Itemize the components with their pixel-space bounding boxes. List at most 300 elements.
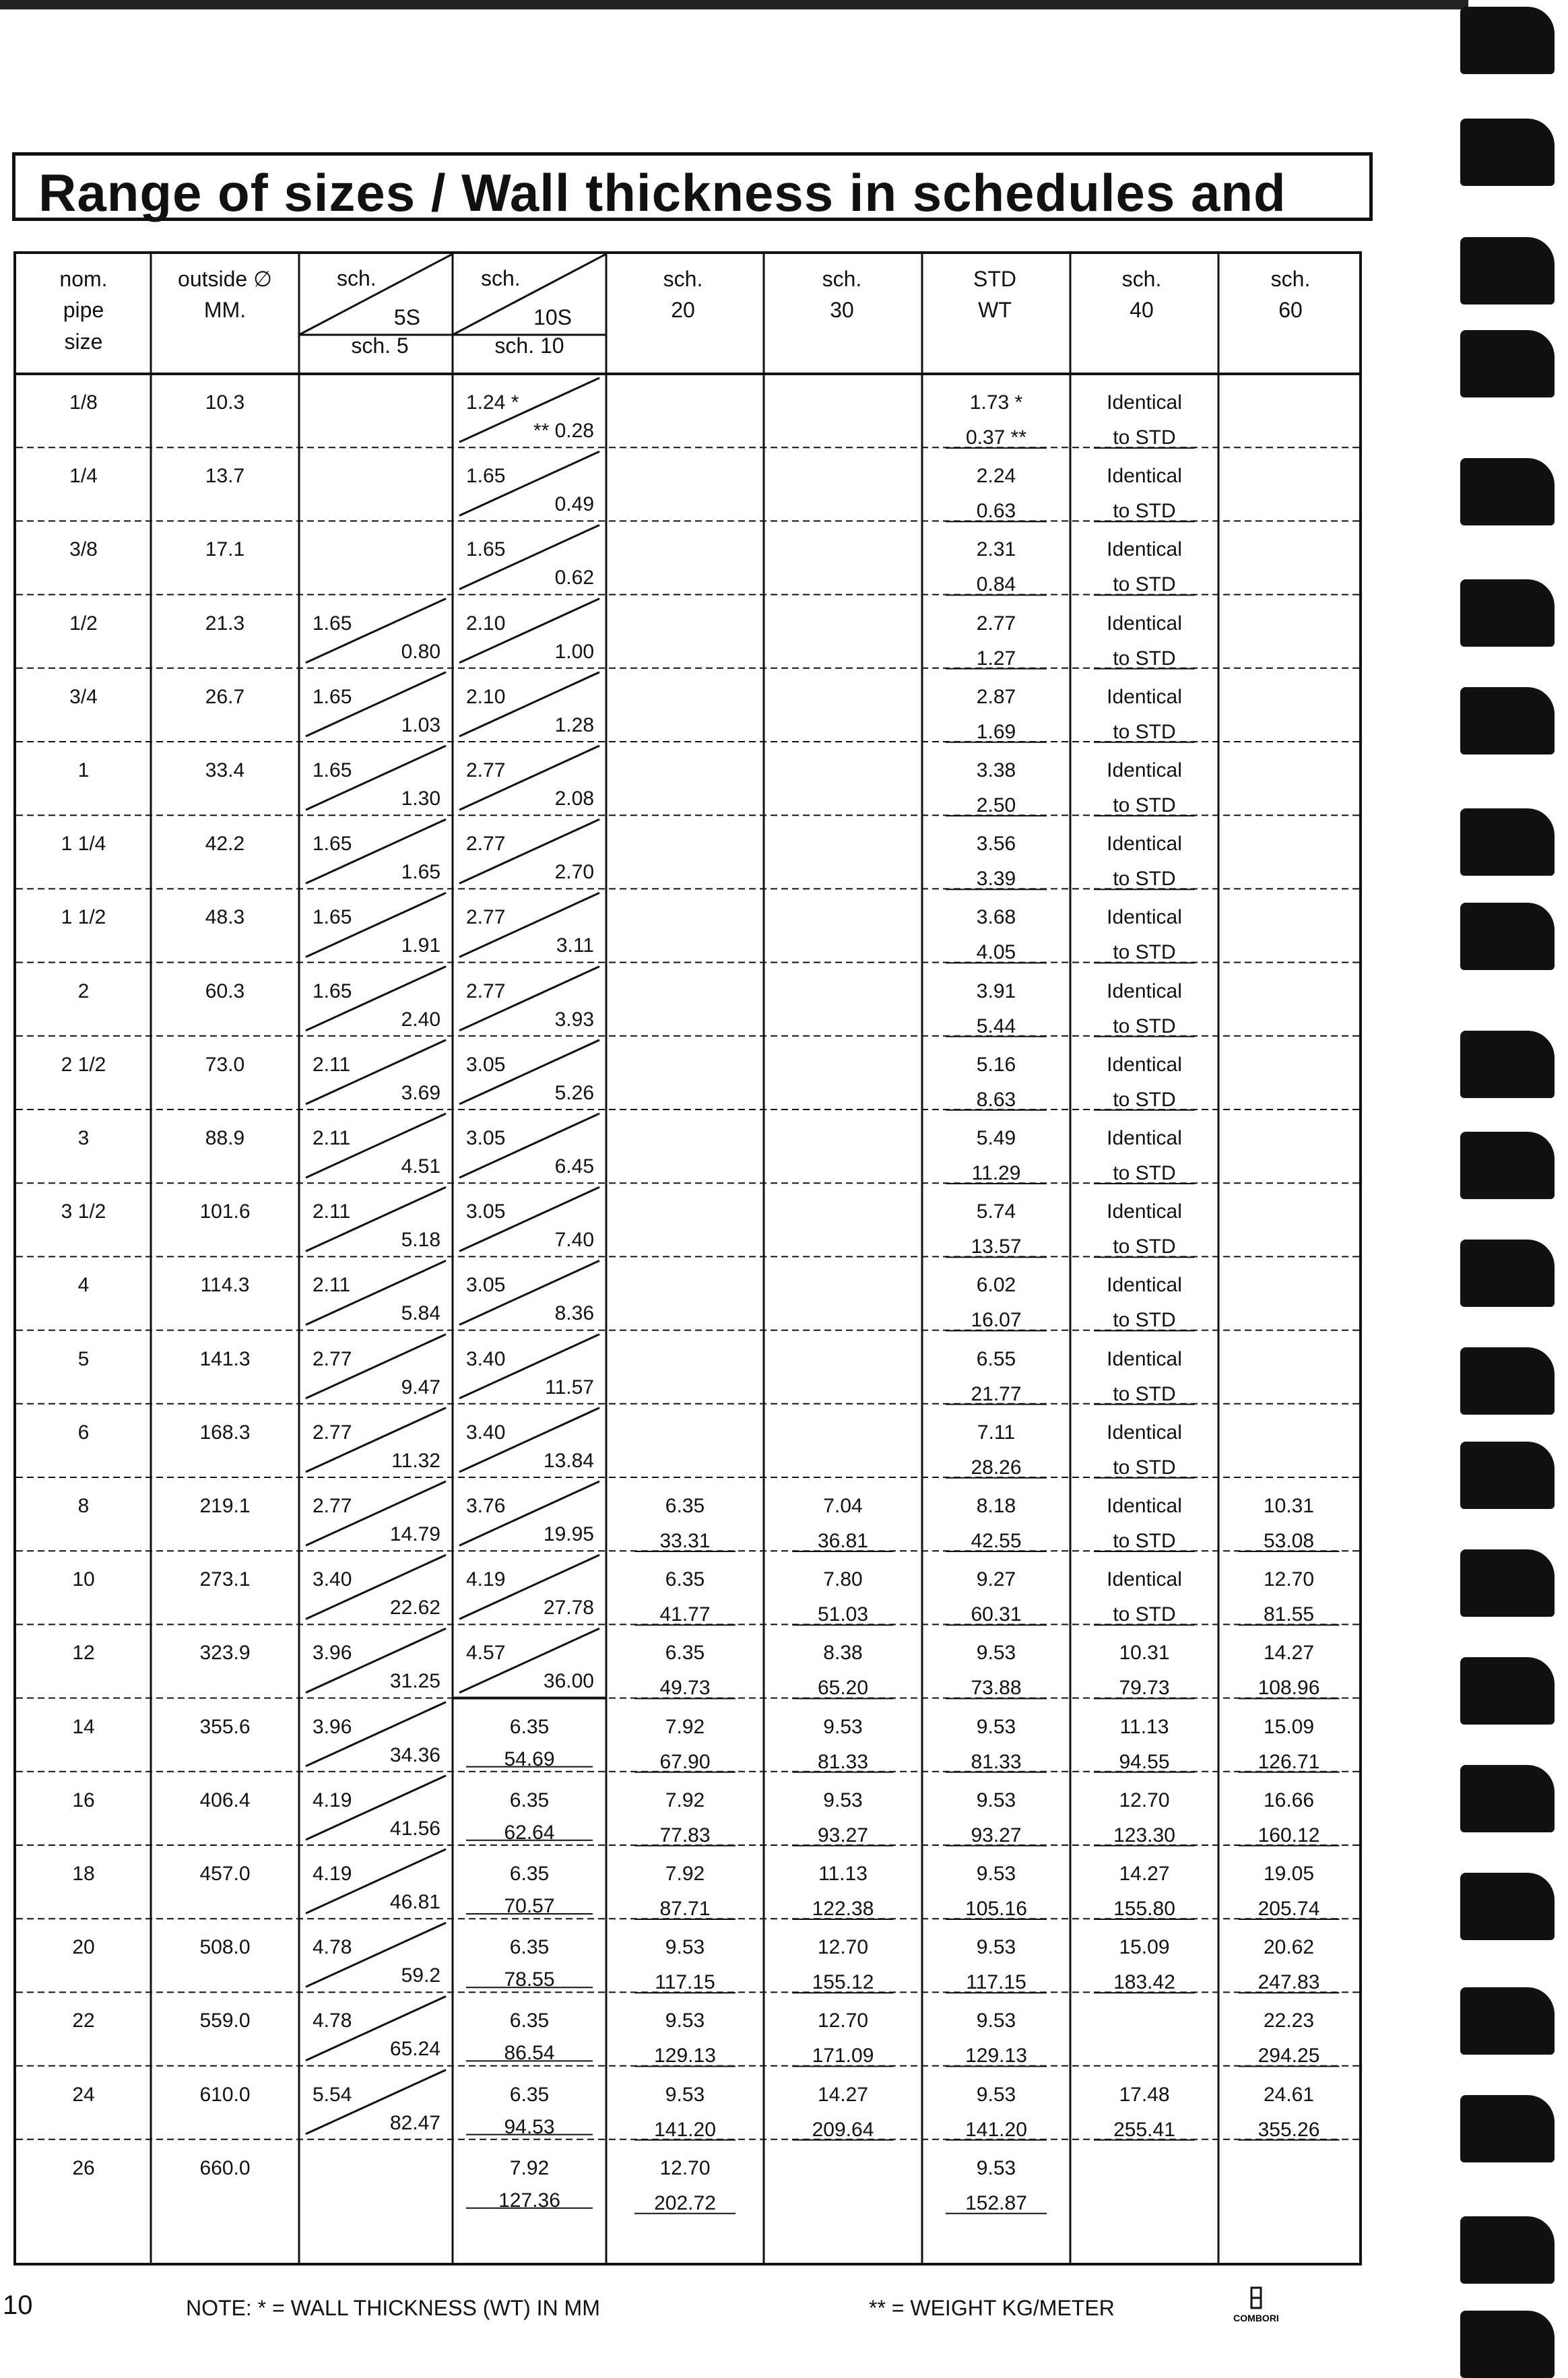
header-sch60: sch. 60 <box>1270 267 1311 323</box>
cell-sch60-wt: 22.23 <box>1263 2010 1315 2032</box>
cell-std-wt-weight: 60.31 <box>971 1603 1022 1626</box>
cell-sch40-weight: to STD <box>1113 573 1176 596</box>
cell-outside-diameter: 42.2 <box>205 833 245 856</box>
cell-std-wt-wt: 9.53 <box>976 1715 1016 1738</box>
cell-sch5s-wt: 3.96 <box>313 1642 352 1665</box>
cell-sch10s-wt: 2.77 <box>466 906 506 929</box>
cell-sch10s-weight: 11.57 <box>545 1376 594 1399</box>
cell-sch10s-wt: 2.10 <box>466 612 506 635</box>
cell-sch10s-weight: 3.11 <box>556 934 594 957</box>
cell-sch20-wt: 7.92 <box>665 1863 705 1885</box>
cell-std-wt-weight: 0.63 <box>976 500 1016 523</box>
cell-sch10s-weight: 86.54 <box>504 2042 555 2065</box>
cell-sch10s-weight: 19.95 <box>543 1523 594 1545</box>
cell-sch30-wt: 14.27 <box>817 2083 869 2106</box>
cell-sch40-wt: Identical <box>1107 1127 1182 1149</box>
cell-sch10s-weight: 27.78 <box>543 1597 594 1619</box>
svg-text:COMBORI: COMBORI <box>1233 2313 1279 2323</box>
cell-sch10s-weight: 13.84 <box>543 1449 594 1472</box>
cell-nom-pipe-size: 3/4 <box>69 685 98 708</box>
cell-sch5s-weight: 46.81 <box>389 1891 440 1913</box>
cell-outside-diameter: 273.1 <box>199 1568 251 1591</box>
cell-nom-pipe-size: 10 <box>72 1568 95 1591</box>
cell-sch5s-wt: 4.19 <box>313 1789 352 1811</box>
cell-sch10s-wt: 3.40 <box>466 1421 506 1444</box>
cell-sch5s-wt: 4.19 <box>313 1863 352 1885</box>
cell-sch5s-wt: 3.96 <box>313 1715 352 1738</box>
cell-sch60-wt: 14.27 <box>1263 1642 1315 1665</box>
cell-sch60-weight: 81.55 <box>1263 1603 1315 1626</box>
cell-sch40-wt: Identical <box>1107 465 1182 488</box>
cell-std-wt-wt: 6.02 <box>976 1274 1016 1297</box>
cell-sch5s-weight: 11.32 <box>391 1449 440 1472</box>
cell-sch40-weight: to STD <box>1113 1603 1176 1626</box>
cell-sch10s-wt: 1.65 <box>466 465 506 488</box>
cell-sch10s-wt: 3.76 <box>466 1495 506 1517</box>
cell-sch5s-weight: 31.25 <box>389 1670 440 1693</box>
binder-tab <box>1460 1873 1555 1940</box>
cell-outside-diameter: 660.0 <box>199 2156 251 2179</box>
cell-sch10s-weight: 0.62 <box>554 567 594 589</box>
cell-nom-pipe-size: 4 <box>77 1274 90 1297</box>
cell-sch5s-weight: 14.79 <box>389 1523 440 1545</box>
cell-sch5s-weight: 41.56 <box>389 1817 440 1840</box>
cell-sch10s-weight: 2.70 <box>554 861 594 884</box>
cell-std-wt-wt: 2.77 <box>976 612 1016 635</box>
cell-std-wt-wt: 9.53 <box>976 1863 1016 1885</box>
cell-sch20-weight: 41.77 <box>659 1603 711 1626</box>
cell-sch10s-wt: 6.35 <box>509 1789 550 1811</box>
cell-sch60-wt: 15.09 <box>1263 1715 1315 1738</box>
cell-sch40-wt: Identical <box>1107 979 1182 1002</box>
cell-sch5s-wt: 2.11 <box>313 1127 351 1149</box>
binder-tab <box>1460 1132 1555 1199</box>
cell-sch40-wt: 10.31 <box>1119 1642 1170 1665</box>
cell-outside-diameter: 88.9 <box>205 1127 245 1149</box>
cell-sch20-weight: 77.83 <box>659 1824 711 1846</box>
cell-nom-pipe-size: 20 <box>72 1936 95 1959</box>
cell-sch40-wt: 15.09 <box>1119 1936 1170 1959</box>
cell-sch60-weight: 126.71 <box>1257 1750 1320 1773</box>
cell-sch60-wt: 19.05 <box>1263 1863 1315 1885</box>
cell-std-wt-wt: 1.73 * <box>969 391 1023 414</box>
schedule-table <box>13 251 1362 2265</box>
cell-std-wt-wt: 3.56 <box>976 833 1016 856</box>
binder-tab <box>1460 1031 1555 1098</box>
cell-std-wt-wt: 9.53 <box>976 1642 1016 1665</box>
cell-sch40-wt: Identical <box>1107 1568 1182 1591</box>
cell-sch40-wt: Identical <box>1107 391 1182 414</box>
cell-std-wt-weight: 81.33 <box>971 1750 1022 1773</box>
binder-tab <box>1460 1765 1555 1832</box>
cell-outside-diameter: 610.0 <box>199 2083 251 2106</box>
cell-sch20-wt: 7.92 <box>665 1715 705 1738</box>
binder-tab <box>1460 7 1555 74</box>
cell-sch10s-weight: 3.93 <box>554 1008 594 1031</box>
cell-std-wt-weight: 1.69 <box>976 720 1016 743</box>
cell-std-wt-weight: 141.20 <box>965 2118 1027 2141</box>
cell-sch40-weight: to STD <box>1113 1530 1176 1552</box>
cell-sch40-weight: to STD <box>1113 941 1176 964</box>
cell-sch5s-wt: 2.11 <box>313 1053 351 1076</box>
cell-std-wt-weight: 152.87 <box>965 2191 1027 2214</box>
cell-sch5s-weight: 1.65 <box>401 861 440 884</box>
cell-std-wt-weight: 16.07 <box>971 1309 1022 1332</box>
cell-sch30-wt: 12.70 <box>817 2010 869 2032</box>
cell-sch40-wt: Identical <box>1107 1495 1182 1517</box>
cell-sch30-weight: 93.27 <box>817 1824 869 1846</box>
cell-std-wt-weight: 21.77 <box>971 1382 1022 1405</box>
cell-outside-diameter: 457.0 <box>199 1863 251 1885</box>
cell-sch40-weight: to STD <box>1113 1235 1176 1258</box>
binder-tab <box>1460 808 1555 876</box>
cell-sch40-weight: to STD <box>1113 426 1176 449</box>
cell-sch10s-weight: 1.00 <box>554 640 594 663</box>
cell-sch10s-weight: 94.53 <box>504 2115 555 2138</box>
cell-outside-diameter: 48.3 <box>205 906 245 929</box>
cell-sch60-weight: 108.96 <box>1257 1677 1320 1700</box>
cell-sch10s-weight: 70.57 <box>504 1895 555 1917</box>
header-sch10-bottom: sch. 10 <box>494 333 564 358</box>
cell-nom-pipe-size: 26 <box>72 2156 95 2179</box>
cell-sch40-weight: to STD <box>1113 1309 1176 1332</box>
cell-sch40-weight: to STD <box>1113 1162 1176 1184</box>
cell-sch40-wt: 12.70 <box>1119 1789 1170 1811</box>
binder-tab <box>1460 2095 1555 2162</box>
cell-std-wt-weight: 1.27 <box>976 647 1016 670</box>
cell-sch30-weight: 122.38 <box>812 1898 874 1920</box>
cell-sch10s-wt: 2.77 <box>466 979 506 1002</box>
cell-nom-pipe-size: 1/2 <box>69 612 98 635</box>
cell-nom-pipe-size: 3 1/2 <box>61 1200 106 1223</box>
cell-outside-diameter: 141.3 <box>199 1347 251 1370</box>
cell-sch5s-wt: 2.77 <box>313 1495 352 1517</box>
cell-sch40-weight: to STD <box>1113 1088 1176 1111</box>
cell-sch20-weight: 49.73 <box>659 1677 711 1700</box>
cell-std-wt-wt: 2.31 <box>976 538 1016 561</box>
cell-std-wt-weight: 129.13 <box>965 2045 1027 2067</box>
binder-tab <box>1460 119 1555 186</box>
cell-sch20-wt: 6.35 <box>665 1568 705 1591</box>
cell-sch10s-wt: 7.92 <box>509 2156 550 2179</box>
cell-sch5s-wt: 3.40 <box>313 1568 352 1591</box>
cell-nom-pipe-size: 8 <box>77 1495 90 1517</box>
cell-outside-diameter: 17.1 <box>205 538 245 561</box>
cell-sch30-wt: 9.53 <box>823 1715 863 1738</box>
cell-sch40-weight: 155.80 <box>1113 1898 1175 1920</box>
cell-sch5s-weight: 82.47 <box>389 2111 440 2134</box>
cell-std-wt-weight: 4.05 <box>976 941 1016 964</box>
cell-sch5s-wt: 1.65 <box>313 759 352 781</box>
cell-sch5s-wt: 1.65 <box>313 612 352 635</box>
cell-std-wt-weight: 8.63 <box>976 1088 1016 1111</box>
cell-nom-pipe-size: 12 <box>72 1642 95 1665</box>
cell-sch10s-wt: 3.05 <box>466 1200 506 1223</box>
cell-sch40-wt: Identical <box>1107 1053 1182 1076</box>
binder-tab <box>1460 1240 1555 1307</box>
page-title: Range of sizes / Wall thickness in schedules and <box>38 163 1286 222</box>
cell-sch20-weight: 141.20 <box>654 2118 716 2141</box>
binder-tab <box>1460 458 1555 525</box>
cell-std-wt-wt: 9.53 <box>976 1789 1016 1811</box>
cell-sch10s-weight: ** 0.28 <box>533 420 594 442</box>
cell-sch10s-weight: 6.45 <box>554 1155 594 1178</box>
cell-outside-diameter: 323.9 <box>199 1642 251 1665</box>
cell-sch40-weight: 123.30 <box>1113 1824 1175 1846</box>
cell-sch60-wt: 24.61 <box>1263 2083 1315 2106</box>
header-std-wt: STD WT <box>973 267 1016 323</box>
cell-sch40-wt: Identical <box>1107 612 1182 635</box>
cell-outside-diameter: 406.4 <box>199 1789 251 1811</box>
cell-nom-pipe-size: 5 <box>77 1347 90 1370</box>
cell-std-wt-weight: 73.88 <box>971 1677 1022 1700</box>
cell-sch10s-weight: 127.36 <box>498 2189 560 2212</box>
page-number: 10 <box>3 2290 33 2320</box>
cell-sch60-wt: 20.62 <box>1263 1936 1315 1959</box>
cell-sch5s-weight: 1.03 <box>401 713 440 736</box>
cell-sch5s-weight: 4.51 <box>401 1155 440 1178</box>
combori-logo <box>1233 2286 1280 2324</box>
cell-sch40-weight: to STD <box>1113 794 1176 816</box>
cell-sch10s-wt: 6.35 <box>509 2083 550 2106</box>
cell-sch20-wt: 9.53 <box>665 1936 705 1959</box>
cell-std-wt-weight: 2.50 <box>976 794 1016 816</box>
cell-sch30-wt: 7.04 <box>823 1495 863 1517</box>
cell-sch60-weight: 160.12 <box>1257 1824 1320 1846</box>
cell-sch10s-wt: 6.35 <box>509 1936 550 1959</box>
cell-sch5s-wt: 2.77 <box>313 1421 352 1444</box>
cell-sch10s-weight: 1.28 <box>554 713 594 736</box>
cell-sch30-weight: 171.09 <box>812 2045 874 2067</box>
cell-sch30-weight: 36.81 <box>817 1530 869 1552</box>
cell-sch10s-weight: 5.26 <box>554 1081 594 1104</box>
cell-nom-pipe-size: 14 <box>72 1715 95 1738</box>
cell-sch10s-weight: 78.55 <box>504 1968 555 1991</box>
cell-sch40-weight: to STD <box>1113 1382 1176 1405</box>
binder-tab <box>1460 2216 1555 2284</box>
header-sch30: sch. 30 <box>822 267 862 323</box>
cell-sch5s-wt: 4.78 <box>313 2010 352 2032</box>
cell-sch10s-wt: 2.10 <box>466 685 506 708</box>
cell-sch40-weight: 255.41 <box>1113 2118 1175 2141</box>
cell-sch20-weight: 117.15 <box>655 1971 715 1994</box>
cell-nom-pipe-size: 3 <box>77 1127 90 1149</box>
cell-sch5s-wt: 1.65 <box>313 979 352 1002</box>
cell-sch40-weight: to STD <box>1113 720 1176 743</box>
top-border-line <box>0 0 1468 9</box>
cell-std-wt-wt: 8.18 <box>976 1495 1016 1517</box>
cell-sch5s-weight: 5.18 <box>401 1229 440 1252</box>
cell-sch10s-weight: 8.36 <box>554 1302 594 1325</box>
header-sch40: sch. 40 <box>1121 267 1162 323</box>
cell-sch40-wt: Identical <box>1107 1421 1182 1444</box>
cell-sch60-weight: 53.08 <box>1263 1530 1315 1552</box>
header-sch5-bottom: sch. 5 <box>351 333 409 358</box>
cell-sch60-weight: 247.83 <box>1257 1971 1320 1994</box>
cell-sch40-wt: 17.48 <box>1119 2083 1170 2106</box>
cell-std-wt-weight: 42.55 <box>971 1530 1022 1552</box>
cell-sch30-weight: 209.64 <box>812 2118 874 2141</box>
cell-outside-diameter: 60.3 <box>205 979 245 1002</box>
cell-sch40-wt: Identical <box>1107 1200 1182 1223</box>
cell-nom-pipe-size: 1 <box>77 759 90 781</box>
cell-std-wt-wt: 5.74 <box>976 1200 1016 1223</box>
cell-nom-pipe-size: 3/8 <box>69 538 98 561</box>
cell-sch10s-weight: 36.00 <box>543 1670 594 1693</box>
title-box <box>12 152 1373 221</box>
note-wall-thickness: NOTE: * = WALL THICKNESS (WT) IN MM <box>186 2296 600 2320</box>
cell-sch30-weight: 65.20 <box>817 1677 869 1700</box>
cell-sch40-wt: Identical <box>1107 1274 1182 1297</box>
cell-sch60-weight: 205.74 <box>1257 1898 1320 1920</box>
cell-sch60-wt: 12.70 <box>1263 1568 1315 1591</box>
binder-tab <box>1460 1549 1555 1617</box>
cell-sch5s-weight: 1.91 <box>401 934 440 957</box>
cell-sch10s-wt: 2.77 <box>466 759 506 781</box>
cell-sch10s-wt: 6.35 <box>509 2010 550 2032</box>
header-sch20: sch. 20 <box>663 267 703 323</box>
cell-sch5s-weight: 34.36 <box>389 1743 440 1766</box>
cell-sch20-wt: 12.70 <box>659 2156 711 2179</box>
cell-nom-pipe-size: 1/4 <box>69 465 98 488</box>
cell-nom-pipe-size: 24 <box>72 2083 95 2106</box>
cell-sch40-weight: 183.42 <box>1113 1971 1175 1994</box>
cell-sch20-wt: 6.35 <box>665 1495 705 1517</box>
cell-outside-diameter: 33.4 <box>205 759 245 781</box>
cell-sch20-weight: 87.71 <box>659 1898 711 1920</box>
cell-sch5s-wt: 2.11 <box>313 1200 351 1223</box>
cell-sch5s-wt: 1.65 <box>313 685 352 708</box>
cell-sch40-weight: 79.73 <box>1119 1677 1170 1700</box>
header-diagonal-10s <box>453 254 606 335</box>
cell-sch10s-wt: 4.19 <box>466 1568 506 1591</box>
cell-sch10s-weight: 2.08 <box>554 788 594 810</box>
cell-sch5s-wt: 1.65 <box>313 833 352 856</box>
cell-sch5s-wt: 4.78 <box>313 1936 352 1959</box>
cell-nom-pipe-size: 1 1/4 <box>61 833 106 856</box>
binder-tab <box>1460 1657 1555 1725</box>
cell-outside-diameter: 101.6 <box>199 1200 251 1223</box>
cell-sch10s-wt: 3.05 <box>466 1053 506 1076</box>
cell-nom-pipe-size: 1 1/2 <box>61 906 106 929</box>
cell-std-wt-weight: 5.44 <box>976 1015 1016 1037</box>
cell-sch40-wt: Identical <box>1107 685 1182 708</box>
cell-std-wt-wt: 2.24 <box>976 465 1016 488</box>
cell-sch10s-wt: 4.57 <box>466 1642 506 1665</box>
cell-std-wt-wt: 5.16 <box>976 1053 1016 1076</box>
cell-sch30-weight: 155.12 <box>812 1971 874 1994</box>
cell-sch5s-weight: 65.24 <box>389 2038 440 2061</box>
cell-outside-diameter: 114.3 <box>200 1274 250 1297</box>
binder-tab <box>1460 237 1555 304</box>
cell-std-wt-weight: 11.29 <box>971 1162 1021 1184</box>
cell-outside-diameter: 219.1 <box>199 1495 251 1517</box>
header-nom-pipe-size: nom. pipe size <box>59 267 108 354</box>
cell-std-wt-weight: 105.16 <box>965 1898 1027 1920</box>
cell-sch10s-wt: 1.24 * <box>466 391 519 414</box>
cell-outside-diameter: 73.0 <box>205 1053 245 1076</box>
cell-nom-pipe-size: 2 <box>77 979 90 1002</box>
cell-sch10s-wt: 3.05 <box>466 1274 506 1297</box>
cell-std-wt-wt: 3.91 <box>976 979 1016 1002</box>
cell-std-wt-weight: 13.57 <box>971 1235 1022 1258</box>
cell-sch40-wt: Identical <box>1107 538 1182 561</box>
cell-sch40-wt: Identical <box>1107 833 1182 856</box>
cell-sch30-weight: 81.33 <box>817 1750 869 1773</box>
cell-sch5s-weight: 1.30 <box>401 788 440 810</box>
cell-sch30-wt: 11.13 <box>818 1863 868 1885</box>
cell-std-wt-wt: 3.68 <box>976 906 1016 929</box>
header-sch5s-top: sch. <box>337 266 377 290</box>
cell-sch5s-weight: 2.40 <box>401 1008 440 1031</box>
cell-sch40-wt: 14.27 <box>1119 1863 1170 1885</box>
cell-sch60-weight: 294.25 <box>1257 2045 1320 2067</box>
binder-tab <box>1460 1987 1555 2055</box>
cell-sch10s-wt: 6.35 <box>509 1863 550 1885</box>
cell-std-wt-wt: 7.11 <box>977 1421 1016 1444</box>
cell-outside-diameter: 559.0 <box>199 2010 251 2032</box>
cell-sch20-wt: 9.53 <box>665 2083 705 2106</box>
cell-sch10s-weight: 7.40 <box>554 1229 594 1252</box>
cell-sch20-weight: 67.90 <box>659 1750 711 1773</box>
cell-std-wt-wt: 6.55 <box>976 1347 1016 1370</box>
cell-sch40-wt: Identical <box>1107 759 1182 781</box>
binder-tab <box>1460 687 1555 754</box>
cell-std-wt-weight: 28.26 <box>971 1456 1022 1479</box>
cell-outside-diameter: 10.3 <box>205 391 245 414</box>
cell-sch20-weight: 202.72 <box>654 2191 716 2214</box>
cell-sch10s-wt: 1.65 <box>466 538 506 561</box>
cell-sch10s-weight: 54.69 <box>504 1747 555 1770</box>
cell-outside-diameter: 355.6 <box>199 1715 251 1738</box>
cell-sch20-wt: 6.35 <box>665 1642 705 1665</box>
cell-sch40-weight: to STD <box>1113 1456 1176 1479</box>
cell-std-wt-weight: 0.84 <box>976 573 1016 596</box>
cell-sch40-weight: to STD <box>1113 868 1176 891</box>
cell-std-wt-wt: 9.53 <box>976 2010 1016 2032</box>
cell-nom-pipe-size: 16 <box>72 1789 95 1811</box>
binder-tab <box>1460 2311 1555 2378</box>
cell-nom-pipe-size: 2 1/2 <box>61 1053 106 1076</box>
cell-sch5s-weight: 5.84 <box>401 1302 440 1325</box>
cell-sch5s-weight: 22.62 <box>389 1597 440 1619</box>
cell-sch10s-wt: 3.05 <box>466 1127 506 1149</box>
cell-sch20-wt: 9.53 <box>665 2010 705 2032</box>
cell-sch10s-wt: 2.77 <box>466 833 506 856</box>
cell-std-wt-weight: 3.39 <box>976 868 1016 891</box>
cell-std-wt-wt: 9.27 <box>976 1568 1016 1591</box>
cell-sch20-weight: 129.13 <box>654 2045 716 2067</box>
cell-sch60-wt: 16.66 <box>1263 1789 1315 1811</box>
cell-sch30-wt: 8.38 <box>823 1642 863 1665</box>
cell-sch5s-wt: 5.54 <box>313 2083 352 2106</box>
cell-sch5s-weight: 59.2 <box>401 1964 440 1987</box>
cell-sch30-wt: 12.70 <box>817 1936 869 1959</box>
cell-std-wt-wt: 9.53 <box>976 2083 1016 2106</box>
header-outside-diameter: outside ∅ MM. <box>178 267 272 323</box>
cell-sch20-weight: 33.31 <box>659 1530 711 1552</box>
cell-sch5s-weight: 0.80 <box>401 640 440 663</box>
cell-sch5s-weight: 9.47 <box>401 1376 440 1399</box>
cell-nom-pipe-size: 1/8 <box>69 391 98 414</box>
cell-sch60-weight: 355.26 <box>1257 2118 1320 2141</box>
cell-std-wt-wt: 3.38 <box>976 759 1016 781</box>
binder-tab <box>1460 330 1555 397</box>
cell-sch40-wt: 11.13 <box>1119 1715 1169 1738</box>
cell-std-wt-weight: 117.15 <box>966 1971 1026 1994</box>
cell-sch30-weight: 51.03 <box>817 1603 869 1626</box>
header-sch10s-diag: 10S <box>533 305 572 329</box>
